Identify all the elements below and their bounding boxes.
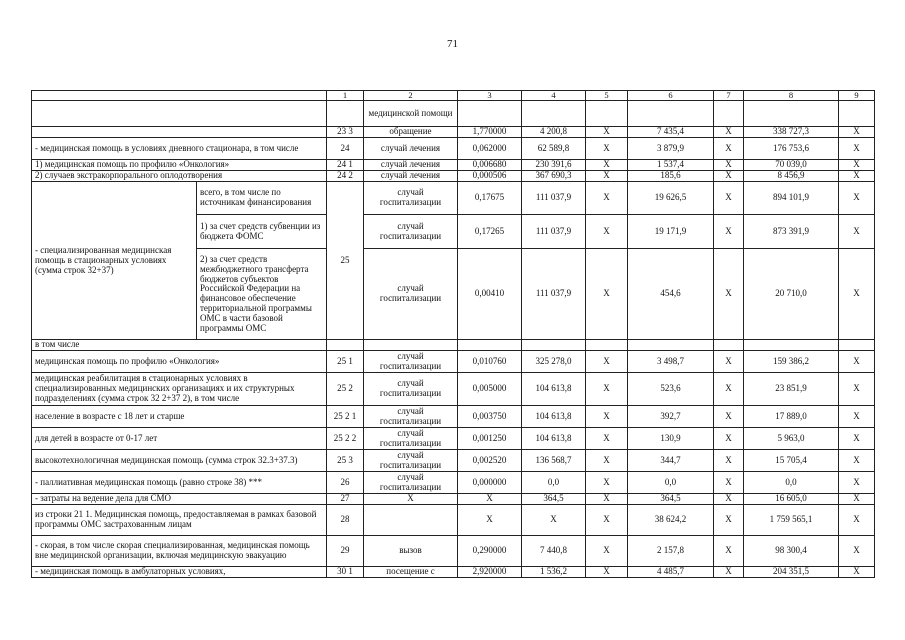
table-row <box>32 127 875 138</box>
table-row <box>32 536 875 567</box>
table-cell: 0,290000 <box>458 536 522 567</box>
table-cell: X <box>714 406 744 428</box>
table-cell: X <box>714 127 744 138</box>
table-cell: 3 879,9 <box>628 138 714 160</box>
table-cell: медицинская реабилитация в стационарных условиях в специализированных медицинских организациях и их структурных подразделениях (сумма строк 32 2+37 2), в том числе <box>32 373 327 406</box>
table-cell: 17 889,0 <box>744 406 839 428</box>
data-table <box>31 90 875 578</box>
table-cell: 3 498,7 <box>628 351 714 373</box>
table-row <box>32 171 875 182</box>
table-cell: случай госпитализации <box>364 406 458 428</box>
table-cell: X <box>714 536 744 567</box>
table-cell: 0,002520 <box>458 450 522 472</box>
table-cell: 5 963,0 <box>744 428 839 450</box>
table-cell <box>522 340 586 351</box>
table-cell: 4 485,7 <box>628 567 714 578</box>
table-cell: 1 536,2 <box>522 567 586 578</box>
table-cell: 23 851,9 <box>744 373 839 406</box>
table-cell: 16 605,0 <box>744 494 839 505</box>
header-cell: 7 <box>714 91 744 101</box>
table-cell: 130,9 <box>628 428 714 450</box>
table-cell: 364,5 <box>522 494 586 505</box>
table-cell: случай лечения <box>364 160 458 171</box>
table-cell: X <box>586 494 628 505</box>
table-cell: случай госпитализации <box>364 215 458 249</box>
table-cell <box>522 101 586 127</box>
table-cell: 2) случаев экстракорпорального оплодотворения <box>32 171 327 182</box>
table-cell: 344,7 <box>628 450 714 472</box>
table-cell: 176 753,6 <box>744 138 839 160</box>
table-cell: 19 171,9 <box>628 215 714 249</box>
table-cell: 7 440,8 <box>522 536 586 567</box>
table-row <box>32 351 875 373</box>
table-cell: X <box>586 406 628 428</box>
table-cell: 0,0 <box>628 472 714 494</box>
table-cell <box>839 340 875 351</box>
table-cell: 98 300,4 <box>744 536 839 567</box>
table-cell: 24 2 <box>327 171 364 182</box>
table-cell: X <box>839 215 875 249</box>
table-cell: 1) медицинская помощь по профилю «Онкология» <box>32 160 327 171</box>
table-cell <box>32 91 327 101</box>
header-cell: 2 <box>364 91 458 101</box>
table-cell: 0,001250 <box>458 428 522 450</box>
table-cell: 38 624,2 <box>628 505 714 536</box>
table-cell: 0,006680 <box>458 160 522 171</box>
table-cell: случай госпитализации <box>364 373 458 406</box>
header-cell: 6 <box>628 91 714 101</box>
table-row <box>32 373 875 406</box>
table-cell: 62 589,8 <box>522 138 586 160</box>
table-cell: всего, в том числе по источникам финансирования <box>197 182 327 215</box>
table-cell: 367 690,3 <box>522 171 586 182</box>
table-cell <box>628 101 714 127</box>
table-cell: посещение с <box>364 567 458 578</box>
table-cell: X <box>714 567 744 578</box>
table-cell: X <box>586 182 628 215</box>
table-cell: 25 1 <box>327 351 364 373</box>
table-cell: X <box>458 505 522 536</box>
table-cell: X <box>586 450 628 472</box>
header-row <box>32 91 875 101</box>
table-cell: X <box>839 171 875 182</box>
table-cell: X <box>714 428 744 450</box>
table-cell: 25 2 1 <box>327 406 364 428</box>
table-cell: 30 1 <box>327 567 364 578</box>
table-cell: X <box>586 171 628 182</box>
table-cell <box>586 101 628 127</box>
table-cell: 136 568,7 <box>522 450 586 472</box>
table-cell: 20 710,0 <box>744 249 839 340</box>
table-cell: X <box>586 215 628 249</box>
table-cell: X <box>714 171 744 182</box>
table-cell: - медицинская помощь в амбулаторных условиях, <box>32 567 327 578</box>
table-cell: 19 626,5 <box>628 182 714 215</box>
table-cell: X <box>839 536 875 567</box>
table-cell: X <box>458 494 522 505</box>
table-cell <box>32 101 327 127</box>
table-cell: X <box>714 494 744 505</box>
table-cell: X <box>839 406 875 428</box>
table-cell: 454,6 <box>628 249 714 340</box>
table-cell <box>714 101 744 127</box>
table-cell: X <box>839 505 875 536</box>
table-cell: случай госпитализации <box>364 450 458 472</box>
page-number: 71 <box>447 38 458 50</box>
table-cell: случай госпитализации <box>364 428 458 450</box>
table-cell: вызов <box>364 536 458 567</box>
table-cell: 523,6 <box>628 373 714 406</box>
table-cell: 25 3 <box>327 450 364 472</box>
table-row <box>32 450 875 472</box>
table-cell: 7 435,4 <box>628 127 714 138</box>
table-cell <box>327 101 364 127</box>
table-cell: 24 1 <box>327 160 364 171</box>
table-cell: X <box>586 373 628 406</box>
table-cell: - специализированная медицинская помощь в стационарных условиях (сумма строк 32+37) <box>32 182 197 340</box>
table-row <box>32 160 875 171</box>
table-cell: 24 <box>327 138 364 160</box>
table-cell: случай лечения <box>364 171 458 182</box>
table-cell: X <box>839 373 875 406</box>
table-cell <box>839 101 875 127</box>
table-cell: X <box>839 450 875 472</box>
table-cell: X <box>714 160 744 171</box>
table-cell: 15 705,4 <box>744 450 839 472</box>
table-cell: 0,000506 <box>458 171 522 182</box>
table-cell: X <box>522 505 586 536</box>
table-cell: 28 <box>327 505 364 536</box>
table-cell: X <box>839 249 875 340</box>
table-cell: X <box>839 127 875 138</box>
table-cell: случай госпитализации <box>364 182 458 215</box>
table-cell: 23 3 <box>327 127 364 138</box>
table-row <box>32 182 875 215</box>
table-cell <box>744 340 839 351</box>
table-cell: X <box>714 138 744 160</box>
table-cell: 894 101,9 <box>744 182 839 215</box>
table-cell <box>364 505 458 536</box>
table-cell: - скорая, в том числе скорая специализированная, медицинская помощь вне медицинской организации, включая медицинскую эвакуацию <box>32 536 327 567</box>
table-cell: 873 391,9 <box>744 215 839 249</box>
table-cell: 25 2 <box>327 373 364 406</box>
table-cell: 26 <box>327 472 364 494</box>
table-cell: X <box>839 428 875 450</box>
table-cell: X <box>839 567 875 578</box>
table-cell: 111 037,9 <box>522 249 586 340</box>
table-cell: X <box>714 505 744 536</box>
table-cell: 25 <box>327 182 364 340</box>
table-cell: X <box>586 127 628 138</box>
table-cell: из строки 21 1. Медицинская помощь, предоставляемая в рамках базовой программы ОМС застрахованным лицам <box>32 505 327 536</box>
table-cell: 230 391,6 <box>522 160 586 171</box>
table-cell <box>628 340 714 351</box>
table-cell: 185,6 <box>628 171 714 182</box>
table-cell: 338 727,3 <box>744 127 839 138</box>
table-cell: - медицинская помощь в условиях дневного стационара, в том числе <box>32 138 327 160</box>
table-cell: X <box>714 182 744 215</box>
table-cell: X <box>586 160 628 171</box>
table-cell: 0,0 <box>522 472 586 494</box>
header-cell: 3 <box>458 91 522 101</box>
table-cell: 104 613,8 <box>522 428 586 450</box>
table-cell <box>364 340 458 351</box>
table-row <box>32 567 875 578</box>
table-cell: 27 <box>327 494 364 505</box>
table-cell: 111 037,9 <box>522 182 586 215</box>
table-cell: 29 <box>327 536 364 567</box>
table-cell: 0,00410 <box>458 249 522 340</box>
table-cell: X <box>839 160 875 171</box>
table-row <box>32 505 875 536</box>
table-cell: 1) за счет средств субвенции из бюджета ФОМС <box>197 215 327 249</box>
table-cell: X <box>714 215 744 249</box>
table-cell <box>714 340 744 351</box>
table-cell: X <box>364 494 458 505</box>
table-row <box>32 340 875 351</box>
table-cell: 1 759 565,1 <box>744 505 839 536</box>
table-cell: X <box>586 428 628 450</box>
table-cell: обращение <box>364 127 458 138</box>
table-cell: 0,0 <box>744 472 839 494</box>
table-cell: 0,010760 <box>458 351 522 373</box>
table-cell: X <box>714 373 744 406</box>
table-cell: - затраты на ведение дела для СМО <box>32 494 327 505</box>
table-cell: X <box>839 138 875 160</box>
header-cell: 5 <box>586 91 628 101</box>
header-cell: 9 <box>839 91 875 101</box>
table-cell: 4 200,8 <box>522 127 586 138</box>
table-cell: 104 613,8 <box>522 406 586 428</box>
table-cell: 2 157,8 <box>628 536 714 567</box>
header-cell: 8 <box>744 91 839 101</box>
table-cell: в том числе <box>32 340 327 351</box>
table-cell: медицинской помощи <box>364 101 458 127</box>
table-cell: 2) за счет средств межбюджетного трансферта бюджетов субъектов Российской Федерации на финансовое обеспечение территориальной программы ОМС в части базовой программы ОМС <box>197 249 327 340</box>
table-cell: X <box>839 494 875 505</box>
table-row <box>32 428 875 450</box>
table-cell: X <box>586 351 628 373</box>
table-cell: X <box>586 249 628 340</box>
table-cell: X <box>586 536 628 567</box>
header-cell: 4 <box>522 91 586 101</box>
table-row <box>32 494 875 505</box>
table-cell <box>458 101 522 127</box>
table-cell: случай госпитализации <box>364 472 458 494</box>
table-cell <box>744 101 839 127</box>
table-cell: 0,062000 <box>458 138 522 160</box>
table-cell: 2,920000 <box>458 567 522 578</box>
table-cell: высокотехнологичная медицинская помощь (сумма строк 32.3+37.3) <box>32 450 327 472</box>
table-cell: 70 039,0 <box>744 160 839 171</box>
table-row <box>32 138 875 160</box>
table-cell: 0,000000 <box>458 472 522 494</box>
table-cell: 325 278,0 <box>522 351 586 373</box>
table-cell: 0,005000 <box>458 373 522 406</box>
table-cell: X <box>714 450 744 472</box>
table-cell <box>32 127 327 138</box>
table-cell: - паллиативная медицинская помощь (равно строке 38) *** <box>32 472 327 494</box>
table-cell: 0,17265 <box>458 215 522 249</box>
table-cell: X <box>839 182 875 215</box>
table-cell: случай лечения <box>364 138 458 160</box>
table-cell: случай госпитализации <box>364 249 458 340</box>
table-cell: 392,7 <box>628 406 714 428</box>
table-cell: 1,770000 <box>458 127 522 138</box>
table-cell: X <box>714 351 744 373</box>
table-cell: 25 2 2 <box>327 428 364 450</box>
table-cell <box>586 340 628 351</box>
table-cell: X <box>586 567 628 578</box>
table-cell: медицинская помощь по профилю «Онкология» <box>32 351 327 373</box>
header-cell: 1 <box>327 91 364 101</box>
table-cell: X <box>714 472 744 494</box>
table-row <box>32 406 875 428</box>
table-row <box>32 472 875 494</box>
table-cell: 8 456,9 <box>744 171 839 182</box>
table-row <box>32 101 875 127</box>
table-cell: 1 537,4 <box>628 160 714 171</box>
table-cell: 104 613,8 <box>522 373 586 406</box>
table-cell: 204 351,5 <box>744 567 839 578</box>
table-cell <box>458 340 522 351</box>
table-cell: X <box>839 351 875 373</box>
table-cell: X <box>586 138 628 160</box>
table-cell: X <box>586 505 628 536</box>
table-cell <box>327 340 364 351</box>
table-cell: X <box>586 472 628 494</box>
table-cell: для детей в возрасте от 0-17 лет <box>32 428 327 450</box>
table-cell: 159 386,2 <box>744 351 839 373</box>
table-cell: X <box>714 249 744 340</box>
table-cell: 364,5 <box>628 494 714 505</box>
table-cell: 0,17675 <box>458 182 522 215</box>
table-cell: 0,003750 <box>458 406 522 428</box>
table-cell: население в возрасте с 18 лет и старше <box>32 406 327 428</box>
table-cell: 111 037,9 <box>522 215 586 249</box>
table-cell: случай госпитализации <box>364 351 458 373</box>
table-cell: X <box>839 472 875 494</box>
